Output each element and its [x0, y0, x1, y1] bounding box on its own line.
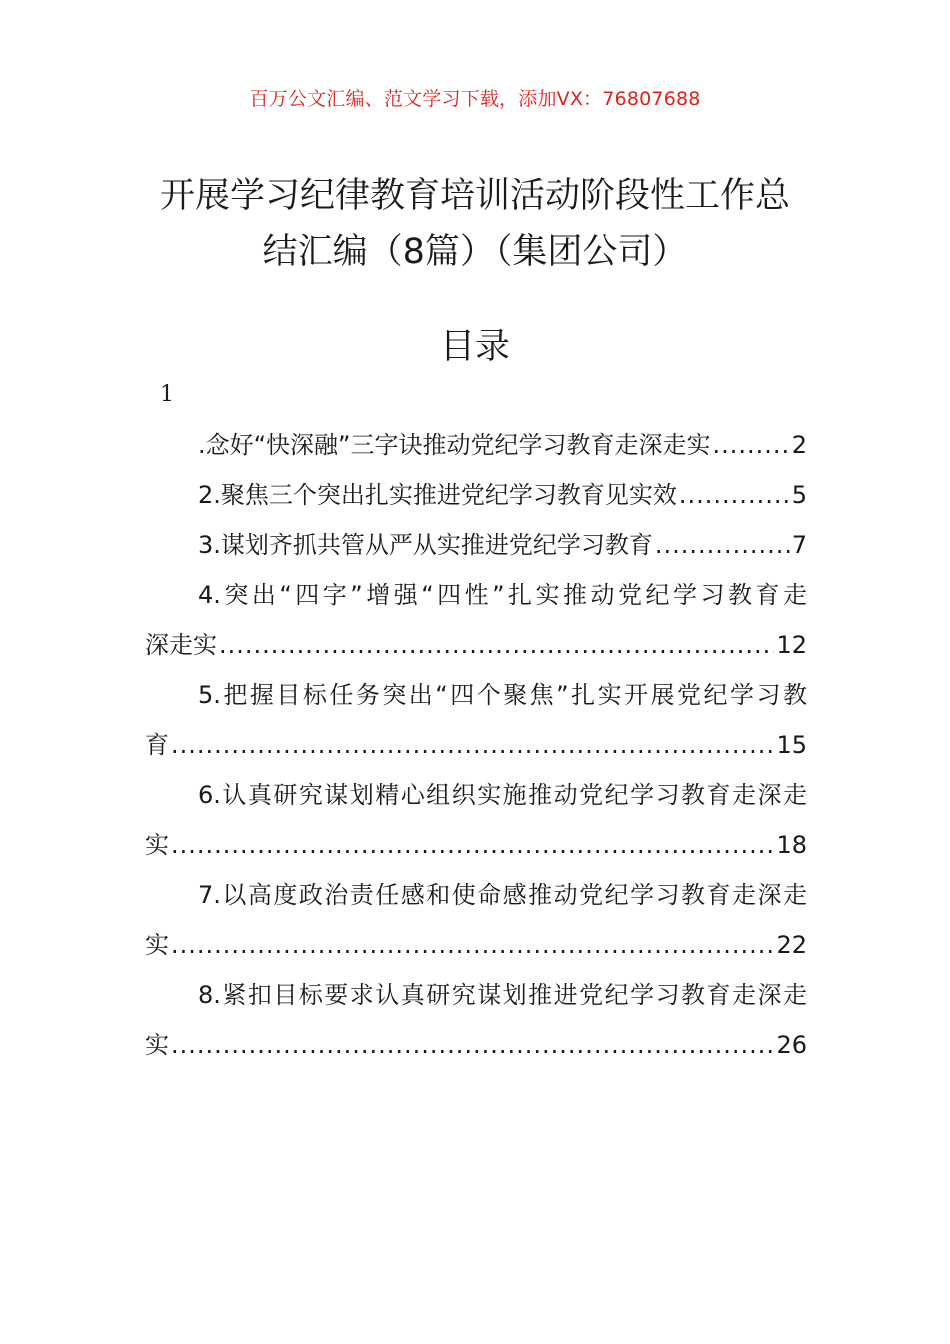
toc-entry-7[interactable] — [145, 870, 807, 970]
toc-entry-6[interactable] — [145, 770, 807, 870]
toc-leader — [171, 820, 774, 870]
document-title — [120, 168, 830, 280]
toc-heading: 目录 — [439, 327, 510, 367]
toc-page-number: 26 — [776, 1031, 807, 1059]
toc-entry-2[interactable] — [145, 470, 807, 520]
toc-entry-4[interactable] — [145, 570, 807, 670]
toc-page-number: 2 — [791, 431, 807, 459]
toc-leader — [655, 520, 790, 570]
toc-leader — [679, 470, 790, 520]
toc-entry-title: .念好“快深融”三字诀推动党纪学习教育走深走实 — [198, 431, 711, 459]
toc-leader — [171, 920, 774, 970]
toc-page-number: 7 — [791, 531, 807, 559]
toc-page-number: 5 — [791, 481, 807, 509]
toc-entry-title-continued: 实 — [145, 831, 169, 859]
toc-entry-8[interactable] — [145, 970, 807, 1070]
toc-entry-1[interactable] — [145, 420, 807, 470]
toc-leader — [171, 720, 774, 770]
toc-entry-5[interactable] — [145, 670, 807, 770]
toc-page-number: 22 — [776, 931, 807, 959]
toc-entry-title-continued: 实 — [145, 931, 169, 959]
toc-entry-title: 3.谋划齐抓共管从严从实推进党纪学习教育 — [198, 531, 653, 559]
toc-page-number: 18 — [776, 831, 807, 859]
promo-banner: 百万公文汇编、范文学习下载，添加VX：76807688 — [249, 88, 701, 110]
toc-entry-title-continued: 深走实 — [145, 631, 217, 659]
toc-entry-title: 2.聚焦三个突出扎实推进党纪学习教育见实效 — [198, 481, 677, 509]
toc-entry-title: 6.认真研究谋划精心组织实施推动党纪学习教育走深走 — [198, 781, 807, 809]
toc-entry-title: 5.把握目标任务突出“四个聚焦”扎实开展党纪学习教 — [198, 681, 807, 709]
title-line-1: 开展学习纪律教育培训活动阶段性工作总 — [159, 176, 790, 216]
toc-entry-3[interactable] — [145, 520, 807, 570]
table-of-contents — [145, 420, 807, 1070]
toc-entry-title-continued: 实 — [145, 1031, 169, 1059]
toc-leader — [713, 420, 790, 470]
toc-marker: 1 — [160, 382, 174, 407]
toc-leader — [219, 620, 774, 670]
toc-entry-title: 7.以高度政治责任感和使命感推动党纪学习教育走深走 — [198, 881, 807, 909]
toc-page-number: 12 — [776, 631, 807, 659]
toc-entry-title: 4.突出“四字”增强“四性”扎实推动党纪学习教育走 — [198, 581, 807, 609]
toc-leader — [171, 1020, 774, 1070]
toc-page-number: 15 — [776, 731, 807, 759]
toc-entry-title-continued: 育 — [145, 731, 169, 759]
toc-entry-title: 8.紧扣目标要求认真研究谋划推进党纪学习教育走深走 — [198, 981, 807, 1009]
title-line-2: 结汇编（8篇）（集团公司） — [262, 232, 688, 272]
